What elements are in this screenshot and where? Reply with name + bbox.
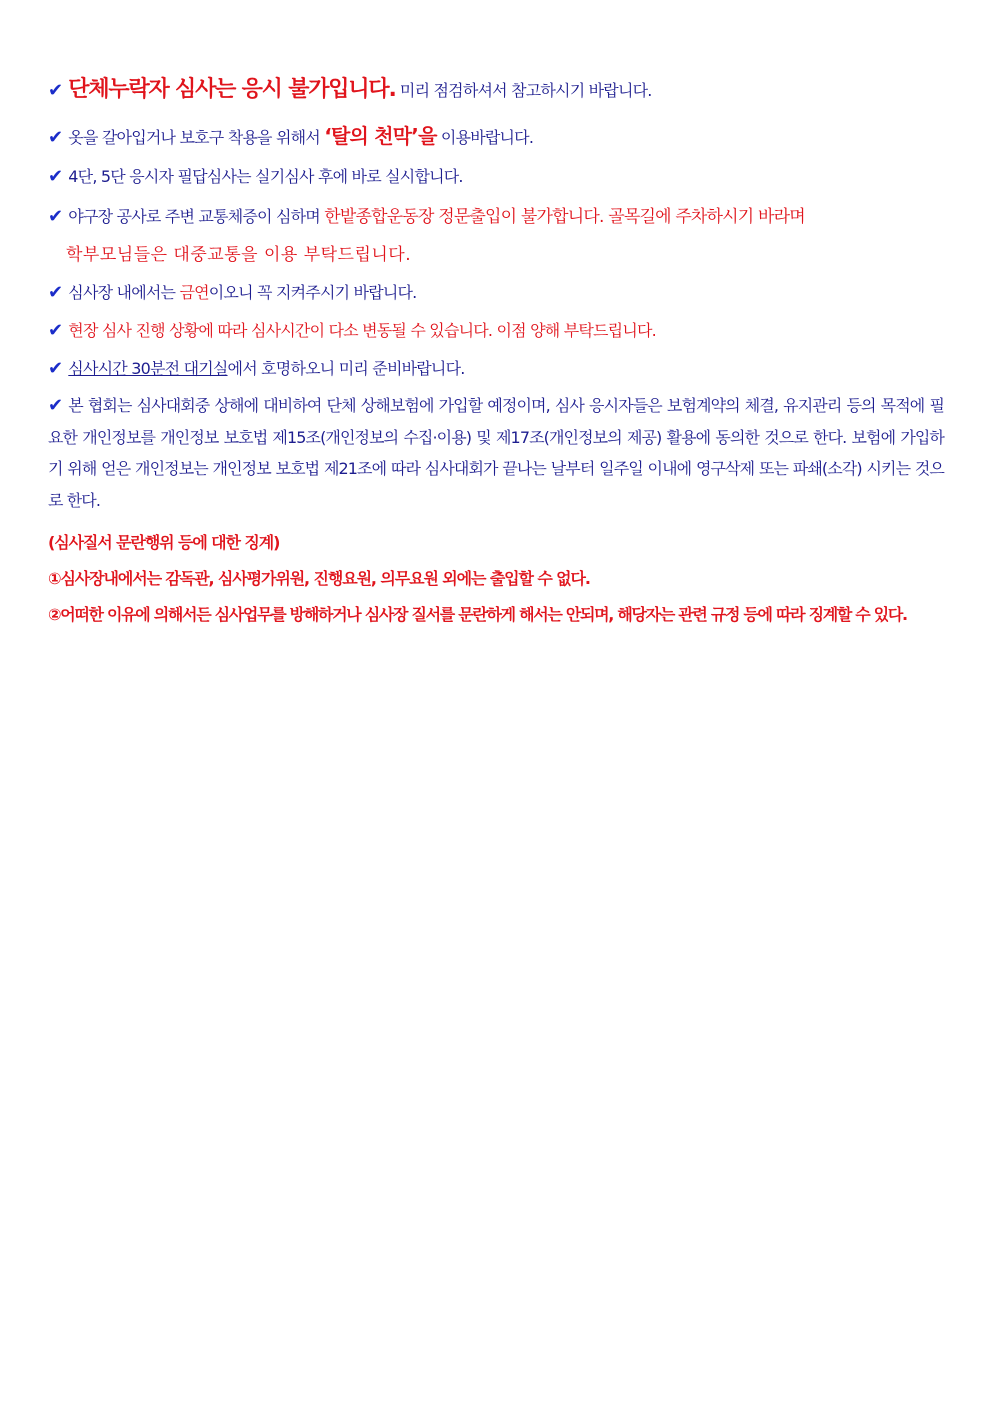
check-icon: ✔ — [48, 320, 63, 341]
notice-item-4-continued: 학부모님들은 대중교통을 이용 부탁드립니다. — [66, 245, 412, 265]
notice-text: 미리 점검하셔서 참고하시기 바랍니다. — [395, 81, 652, 100]
paragraph-text: 본 협회는 심사대회중 상해에 대비하여 단체 상해보험에 가입할 예정이며, 심사 응시자들은 보험계약의 체결, 유지관리 등의 목적에 필요한 개인정보를 개인정보 보호법 제15조(개인정보의 수집·이용) 및 제17조(개인정보의 제공) 활용에 동의한 것으로 한다. 보험에 가입하기 위해 얻은 개인정보는 개인정보 보호법 제21조에 따라 심사대회가 끝나는 날부터 일주일 이내에 영구삭제 또는 파쇄(소각) 시키는 것으로 한다. — [48, 396, 944, 510]
check-icon: ✔ — [48, 282, 63, 303]
insurance-paragraph — [48, 390, 944, 516]
notice-item-4 — [48, 202, 944, 227]
emphasis-text: 단체누락자 심사는 응시 불가입니다. — [68, 77, 396, 102]
notice-item-3 — [48, 164, 944, 187]
check-icon: ✔ — [48, 127, 63, 148]
notice-item-5 — [48, 280, 944, 303]
notice-text: 에서 호명하오니 미리 준비바랍니다. — [227, 359, 465, 378]
emphasis-text: 한밭종합운동장 정문출입이 불가합니다. 골목길에 주차하시기 바라며 — [324, 207, 805, 227]
notice-text: 이용바랍니다. — [436, 128, 534, 147]
notice-text: 옷을 갈아입거나 보호구 착용을 위해서 — [68, 128, 325, 147]
notice-item-2 — [48, 120, 944, 149]
check-icon: ✔ — [48, 206, 63, 227]
notice-item-6 — [48, 318, 944, 341]
check-icon: ✔ — [48, 166, 63, 187]
discipline-rule-2: ②어떠한 이유에 의해서든 심사업무를 방해하거나 심사장 질서를 문란하게 해서는 안되며, 해당자는 관련 규정 등에 따라 징계할 수 있다. — [48, 605, 907, 624]
check-icon: ✔ — [48, 80, 63, 101]
emphasis-text: ‘탈의 천막’을 — [324, 124, 437, 148]
underlined-text: 심사시간 30분전 대기실 — [68, 359, 228, 378]
discipline-rule-1: ①심사장내에서는 감독관, 심사평가위원, 진행요원, 의무요원 외에는 출입할 수 없다. — [48, 569, 590, 588]
notice-item-1 — [48, 72, 944, 103]
discipline-title: (심사질서 문란행위 등에 대한 징계) — [48, 533, 280, 552]
notice-text: 야구장 공사로 주변 교통체증이 심하며 — [68, 207, 325, 226]
notice-text: 이오니 꼭 지켜주시기 바랍니다. — [208, 283, 417, 302]
emphasis-text: 현장 심사 진행 상황에 따라 심사시간이 다소 변동될 수 있습니다. 이점 양해 부탁드립니다. — [68, 321, 656, 340]
notice-text: 4단, 5단 응시자 필답심사는 실기심사 후에 바로 실시합니다. — [68, 167, 463, 186]
notice-item-7 — [48, 356, 944, 379]
notice-text: 심사장 내에서는 — [68, 283, 180, 302]
emphasis-text: 금연 — [179, 283, 209, 302]
check-icon: ✔ — [48, 358, 63, 379]
check-icon: ✔ — [48, 395, 63, 416]
